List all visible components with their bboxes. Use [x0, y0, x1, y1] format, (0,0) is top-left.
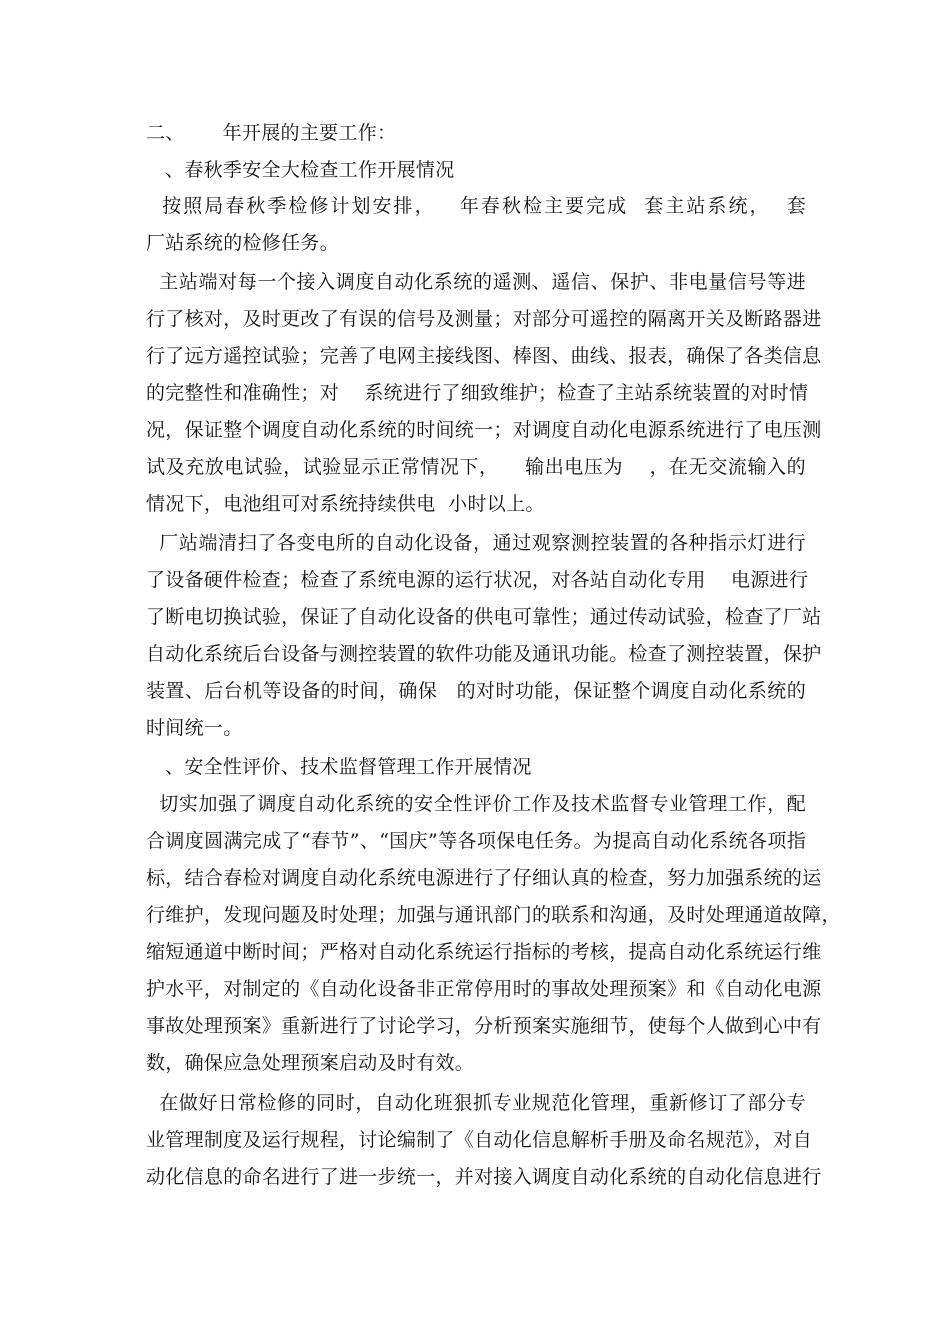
- paragraph-line: 的完整性和准确性；对 系统进行了细致维护；检查了主站系统装置的对时情: [146, 382, 809, 404]
- paragraph-line: 行了远方遥控试验；完善了电网主接线图、棒图、曲线、报表，确保了各类信息: [146, 345, 822, 367]
- paragraph-line: 切实加强了调度自动化系统的安全性评价工作及技术监督专业管理工作，配: [146, 793, 806, 815]
- paragraph-line: 时间统一。: [146, 717, 243, 739]
- paragraph-line: 主站端对每一个接入调度自动化系统的遥测、遥信、保护、非电量信号等进: [146, 271, 806, 293]
- paragraph-line: 情况下，电池组可对系统持续供电 小时以上。: [146, 493, 545, 515]
- paragraph-line: 试及充放电试验，试验显示正常情况下， 输出电压为 ，在无交流输入的: [146, 456, 806, 478]
- paragraph-line: 自动化系统后台设备与测控装置的软件功能及通讯功能。检查了测控装置，保护: [146, 643, 822, 665]
- paragraph-line: 合调度圆满完成了“春节”、“国庆”等各项保电任务。为提高自动化系统各项指: [146, 830, 806, 852]
- paragraph-line: 了设备硬件检查；检查了系统电源的运行状况，对各站自动化专用 电源进行: [146, 569, 809, 591]
- paragraph-line: 行维护，发现问题及时处理；加强与通讯部门的联系和沟通，及时处理通道故障，: [146, 904, 841, 926]
- paragraph-line: 业管理制度及运行规程，讨论编制了《自动化信息解析手册及命名规范》，对自: [146, 1129, 813, 1151]
- paragraph-line: 装置、后台机等设备的时间，确保 的对时功能，保证整个调度自动化系统的: [146, 680, 806, 702]
- section-heading: 二、 年开展的主要工作：: [146, 122, 397, 144]
- paragraph-line: 厂站系统的检修任务。: [146, 232, 340, 254]
- paragraph-line: 况，保证整个调度自动化系统的时间统一；对调度自动化电源系统进行了电压测: [146, 419, 822, 441]
- paragraph-line: 按照局春秋季检修计划安排， 年春秋检主要完成 套主站系统， 套: [146, 195, 806, 217]
- paragraph-line: 标，结合春检对调度自动化系统电源进行了仔细认真的检查，努力加强系统的运: [146, 867, 822, 889]
- paragraph-line: 了断电切换试验，保证了自动化设备的供电可靠性；通过传动试验，检查了厂站: [146, 606, 822, 628]
- subsection-title-2: 、安全性评价、技术监督管理工作开展情况: [146, 756, 532, 778]
- paragraph-line: 行了核对，及时更改了有误的信号及测量；对部分可遥控的隔离开关及断路器进: [146, 308, 822, 330]
- paragraph-line: 在做好日常检修的同时，自动化班狠抓专业规范化管理，重新修订了部分专: [146, 1092, 806, 1114]
- paragraph-line: 数，确保应急处理预案启动及时有效。: [146, 1052, 475, 1074]
- paragraph-line: 护水平，对制定的《自动化设备非正常停用时的事故处理预案》和《自动化电源: [146, 978, 822, 1000]
- paragraph-line: 动化信息的命名进行了进一步统一，并对接入调度自动化系统的自动化信息进行: [146, 1166, 822, 1188]
- paragraph-line: 事故处理预案》重新进行了讨论学习，分析预案实施细节，使每个人做到心中有: [146, 1015, 822, 1037]
- paragraph-line: 厂站端清扫了各变电所的自动化设备，通过观察测控装置的各种指示灯进行: [146, 532, 806, 554]
- subsection-title-1: 、春秋季安全大检查工作开展情况: [146, 159, 455, 181]
- paragraph-line: 缩短通道中断时间；严格对自动化系统运行指标的考核，提高自动化系统运行维: [146, 941, 822, 963]
